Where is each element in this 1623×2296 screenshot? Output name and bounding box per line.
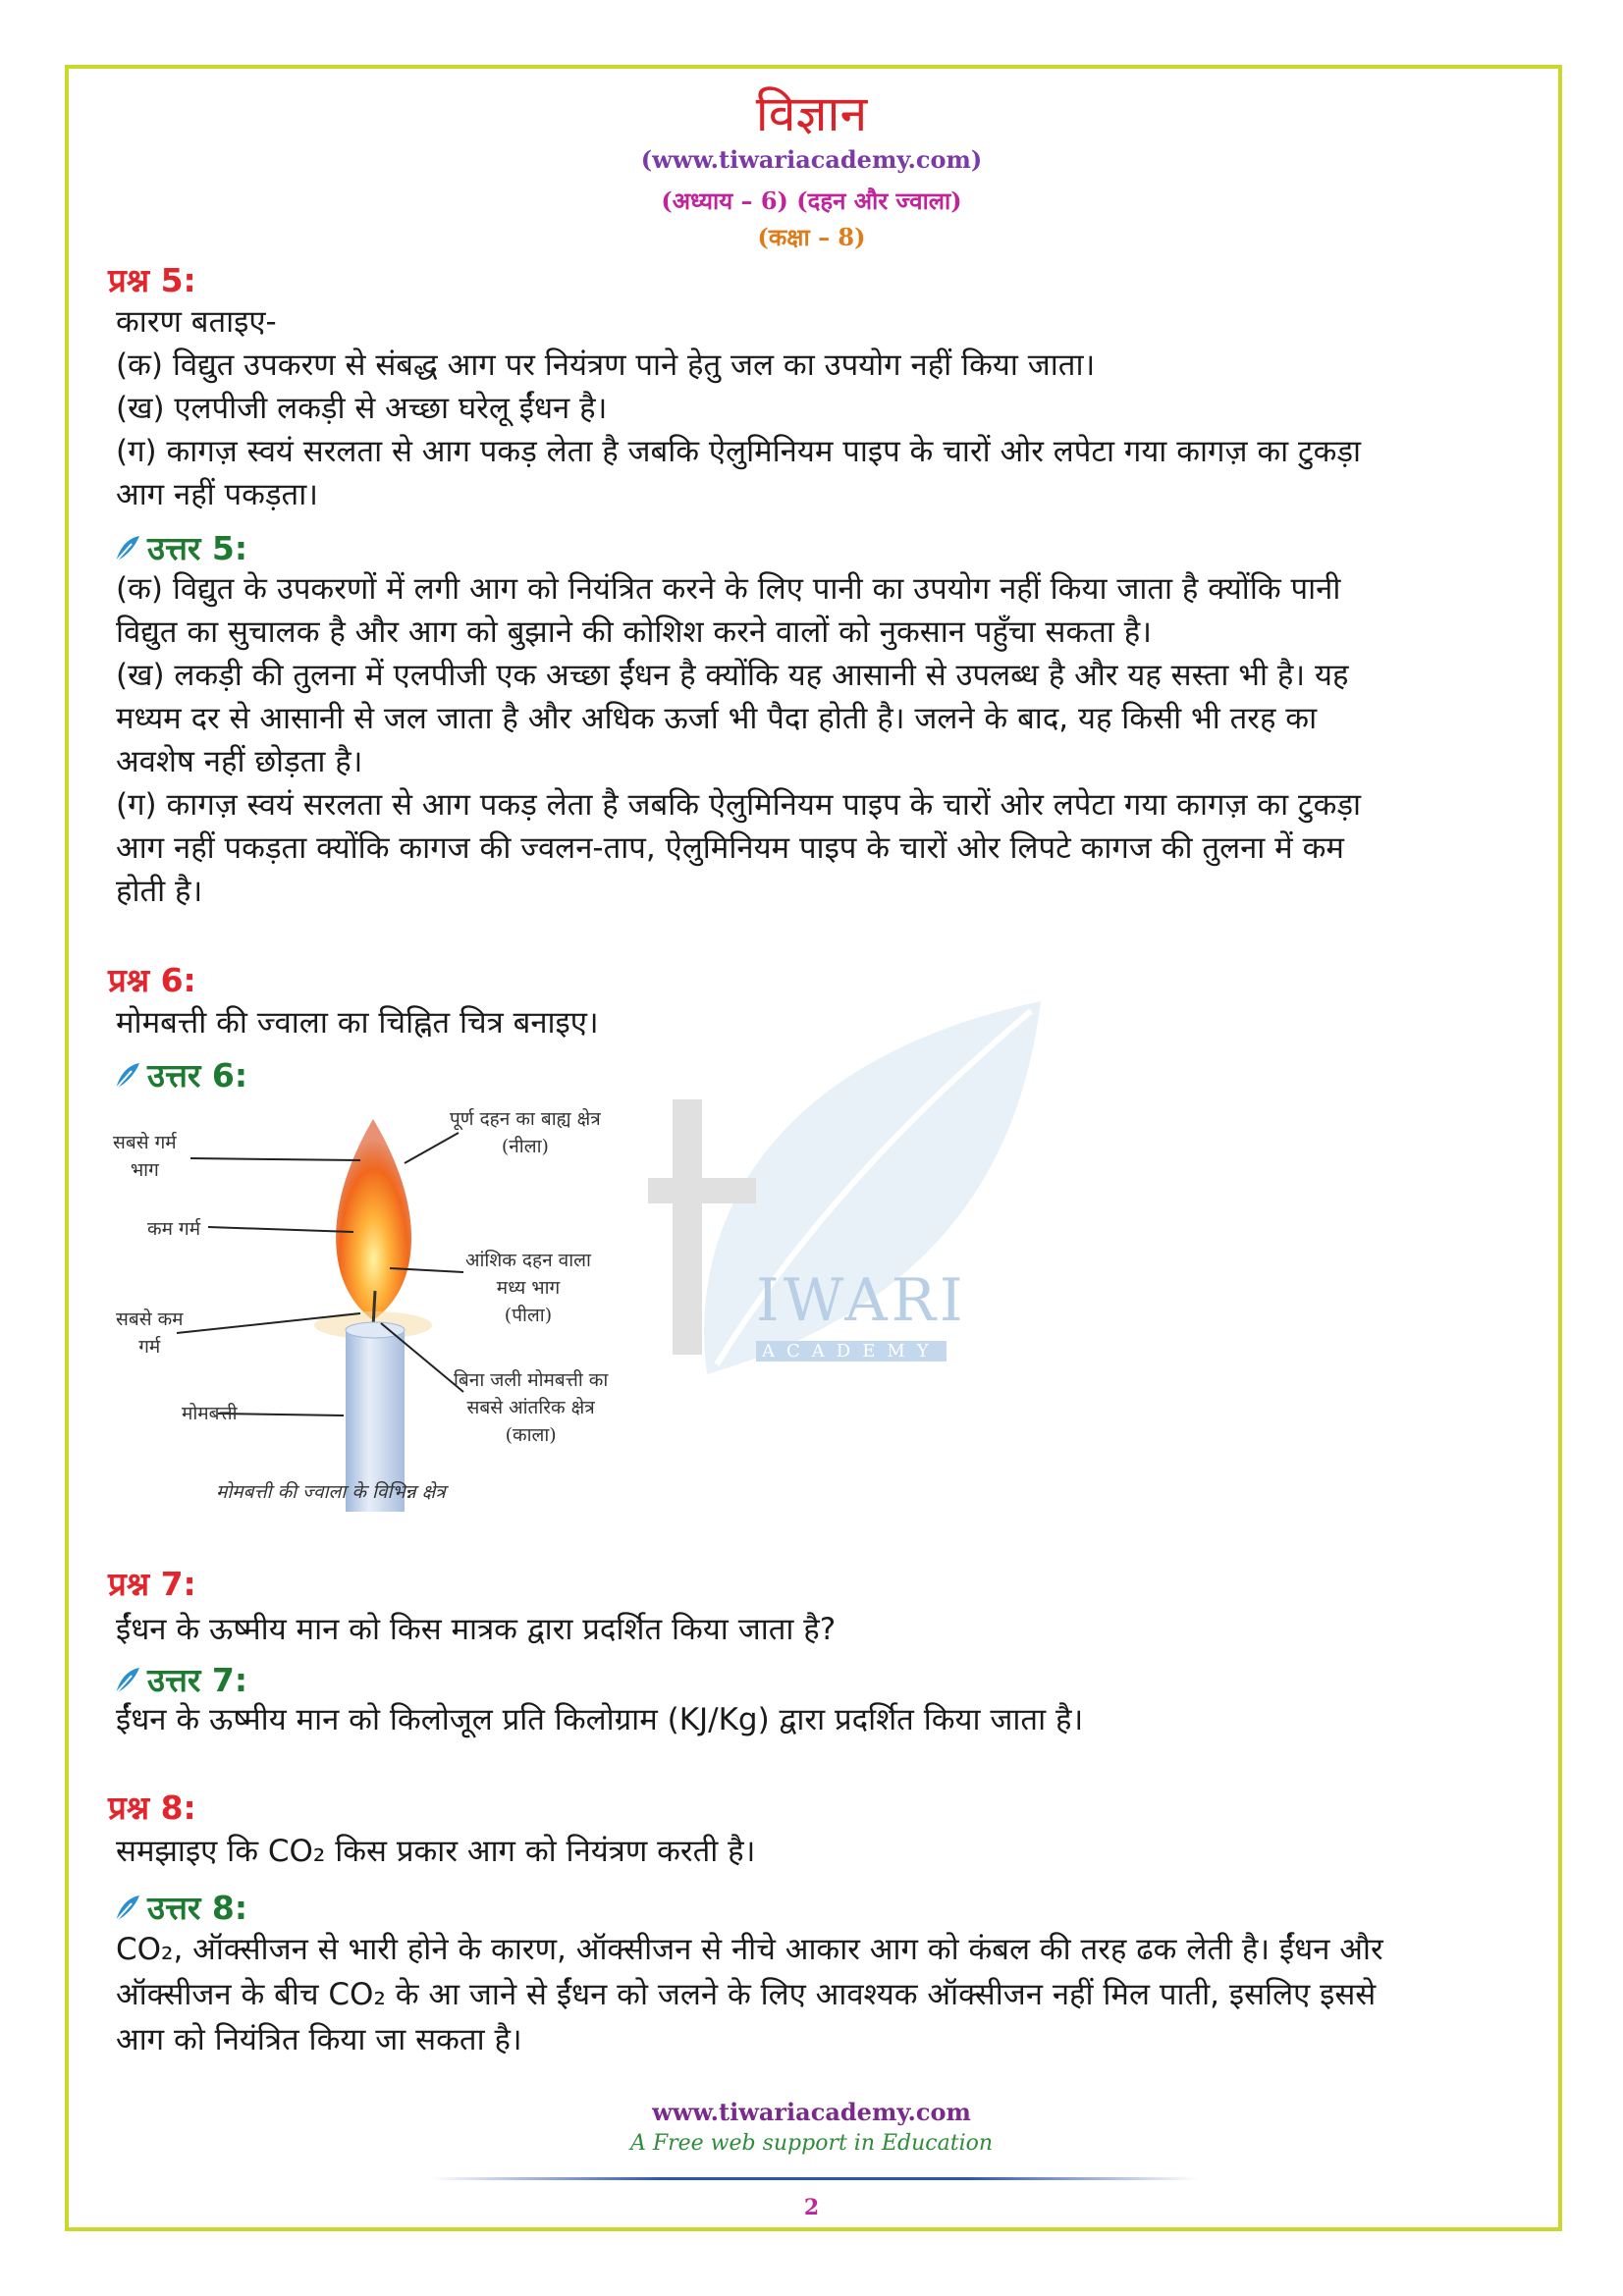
answer-7-label [114,1657,247,1701]
a5-line: (ख) लकड़ी की तुलना में एलपीजी एक अच्छा ईंधन है क्योंकि यह आसानी से उपलब्ध है और यह सस्ता भी है। यह [116,658,1349,693]
figure-caption: मोमबत्ती की ज्वाला के विभिन्न क्षेत्र [216,1481,446,1503]
a5-line: (ग) कागज़ स्वयं सरलता से आग पकड़ लेता है जबकि ऐलुमिनियम पाइप के चारों ओर लपेटा गया कागज़ का टुकड़ा [116,787,1362,823]
candle-flame-diagram [110,1099,679,1522]
a5-line: मध्यम दर से आसानी से जल जाता है और अधिक ऊर्जा भी पैदा होती है। जलने के बाद, यह किसी भी तरह का [116,701,1318,736]
label-outer-zone: पूर्ण दहन का बाह्य क्षेत्र (नीला) [450,1108,601,1157]
quill-icon [114,1061,141,1091]
class-heading: (कक्षा – 8) [757,223,866,251]
a7-text: ईंधन के ऊष्मीय मान को किलोजूल प्रति किलोग्राम (KJ/Kg) द्वारा प्रदर्शित किया जाता है। [116,1702,1084,1737]
answer-7-text: उत्तर 7: [147,1661,248,1699]
q5-line: कारण बताइए- [116,304,277,340]
chapter-heading: (अध्याय – 6) (दहन और ज्वाला) [661,187,962,215]
a8-line: CO₂, ऑक्सीजन से भारी होने के कारण, ऑक्सीजन से नीचे आकार आग को कंबल की तरह ढक लेती है। ईंधन और [116,1932,1383,1967]
label-hottest: सबसे गर्म भाग [113,1132,177,1181]
label-least-hot: सबसे कम गर्म [116,1308,184,1358]
a5-line: होती है। [116,874,203,909]
answer-5-label [114,525,247,569]
a5-line: विद्युत का सुचालक है और आग को बुझाने की कोशिश करने वालों को नुकसान पहुँचा सकता है। [116,614,1153,650]
a5-line: (क) विद्युत के उपकरणों में लगी आग को नियंत्रित करने के लिए पानी का उपयोग नहीं किया जाता है क्योंकि पानी [116,571,1341,607]
watermark-brand: IWARI [756,1266,967,1335]
q8-text: समझाइए कि CO₂ किस प्रकार आग को नियंत्रण करती है। [116,1834,756,1869]
answer-5-text: उत्तर 5: [147,529,248,567]
label-less-hot: कम गर्म [147,1218,201,1240]
watermark-sub: ACADEMY [756,1341,947,1362]
q5-line: (ग) कागज़ स्वयं सरलता से आग पकड़ लेता है जबकि ऐलुमिनियम पाइप के चारों ओर लपेटा गया कागज़ का टुकड़ा [116,434,1362,469]
answer-6-text: उत्तर 6: [147,1056,248,1095]
q5-line: आग नहीं पकड़ता। [116,477,318,512]
label-inner-zone: बिना जली मोमबत्ती का सबसे आंतरिक क्षेत्र (काला) [454,1369,609,1446]
footer-site-link[interactable]: www.tiwariacademy.com [652,2098,971,2126]
a8-line: आग को नियंत्रित किया जा सकता है। [116,2022,522,2057]
quill-icon [114,1666,141,1695]
question-7-label: प्रश्न 7: [108,1565,196,1603]
answer-8-text: उत्तर 8: [147,1889,248,1927]
a8-line: ऑक्सीजन के बीच CO₂ के आ जाने से ईंधन को जलने के लिए आवश्यक ऑक्सीजन नहीं मिल पाती, इसलिए इससे [116,1977,1377,2012]
a5-line: अवशेष नहीं छोड़ता है। [116,744,363,779]
q5-line: (ख) एलपीजी लकड़ी से अच्छा घरेलू ईंधन है। [116,391,608,426]
footer-tagline: A Free web support in Education [629,2131,994,2156]
page-title: विज्ञान [755,85,868,142]
a5-line: आग नहीं पकड़ता क्योंकि कागज की ज्वलन-ताप, ऐलुमिनियम पाइप के चारों ओर लिपटे कागज की तुलना में कम [116,830,1344,866]
question-8-label: प्रश्न 8: [108,1789,196,1827]
q6-text: मोमबत्ती की ज्वाला का चिह्नित चित्र बनाइए। [116,1005,599,1041]
footer-divider [432,2177,1198,2180]
answer-6-label [114,1052,247,1096]
header-site-link[interactable]: (www.tiwariacademy.com) [640,145,983,174]
quill-icon [114,1894,141,1923]
answer-8-label [114,1885,247,1929]
question-5-label: प्रश्न 5: [108,261,196,299]
q7-text: ईंधन के ऊष्मीय मान को किस मात्रक द्वारा प्रदर्शित किया जाता है? [116,1612,837,1647]
label-middle-zone: आंशिक दहन वाला मध्य भाग (पीला) [465,1250,591,1326]
question-6-label: प्रश्न 6: [108,961,196,999]
label-candle: मोमबत्ती [182,1403,238,1424]
quill-icon [114,534,141,563]
page-number: 2 [803,2195,820,2220]
q5-line: (क) विद्युत उपकरण से संबद्ध आग पर नियंत्रण पाने हेतु जल का उपयोग नहीं किया जाता। [116,347,1096,383]
